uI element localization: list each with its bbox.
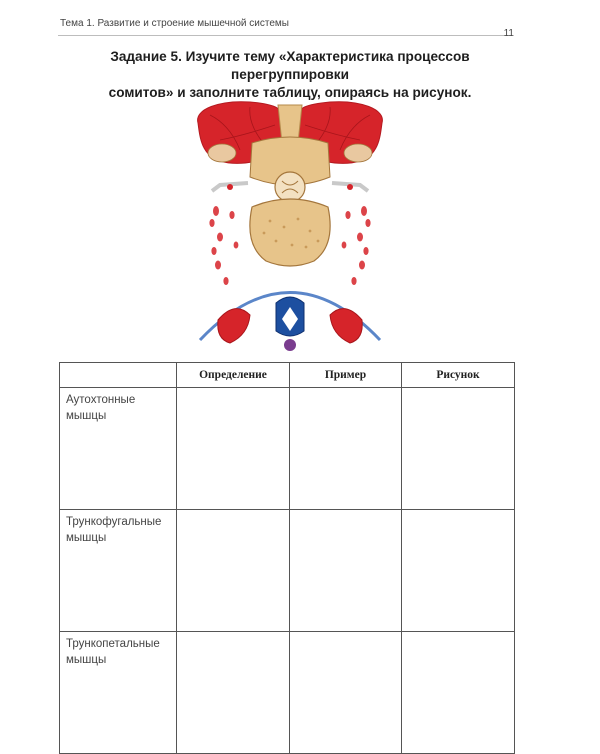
- drawing-cell[interactable]: [402, 388, 515, 510]
- row-label-line-1: Аутохтонные: [66, 394, 136, 406]
- task-title-line-1: Задание 5. Изучите тему «Характеристика процессов перегруппировки: [110, 49, 470, 82]
- table-row: [60, 388, 515, 510]
- drawing-cell[interactable]: [402, 510, 515, 632]
- header-drawing: Рисунок: [402, 363, 515, 388]
- definition-cell[interactable]: [177, 632, 290, 754]
- row-label-line-1: Трункопетальные: [66, 638, 160, 650]
- page-number: 11: [503, 28, 514, 39]
- table-header-row: [60, 363, 515, 388]
- vertebral-body: [250, 199, 330, 266]
- row-label-line-2: мышцы: [66, 654, 107, 666]
- right-ventral-muscle: [330, 309, 362, 343]
- task-title-line-2: сомитов» и заполните таблицу, опираясь на рисунок.: [108, 85, 472, 100]
- row-label-line-1: Трункофугальные: [66, 516, 162, 528]
- row-label-line-2: мышцы: [66, 532, 107, 544]
- answer-table: [59, 362, 515, 754]
- row-label-cell: [60, 510, 177, 632]
- spinal-cord: [275, 172, 305, 202]
- table-row: [60, 510, 515, 632]
- table-row: [60, 632, 515, 754]
- running-header: Тема 1. Развитие и строение мышечной системы: [60, 18, 289, 29]
- task-title: [60, 48, 520, 102]
- row-label-cell: [60, 632, 177, 754]
- definition-cell[interactable]: [177, 510, 290, 632]
- example-cell[interactable]: [290, 388, 402, 510]
- header-example: Пример: [290, 363, 402, 388]
- anatomy-illustration: [190, 95, 390, 360]
- somite-regrouping-figure: [190, 95, 390, 360]
- header-empty-cell: [60, 363, 177, 388]
- definition-cell[interactable]: [177, 388, 290, 510]
- example-cell[interactable]: [290, 632, 402, 754]
- row-label-cell: [60, 388, 177, 510]
- header-definition: Определение: [177, 363, 290, 388]
- example-cell[interactable]: [290, 510, 402, 632]
- left-ventral-muscle: [218, 309, 250, 343]
- row-label-line-2: мышцы: [66, 410, 107, 422]
- drawing-cell[interactable]: [402, 632, 515, 754]
- header-rule: [58, 35, 512, 36]
